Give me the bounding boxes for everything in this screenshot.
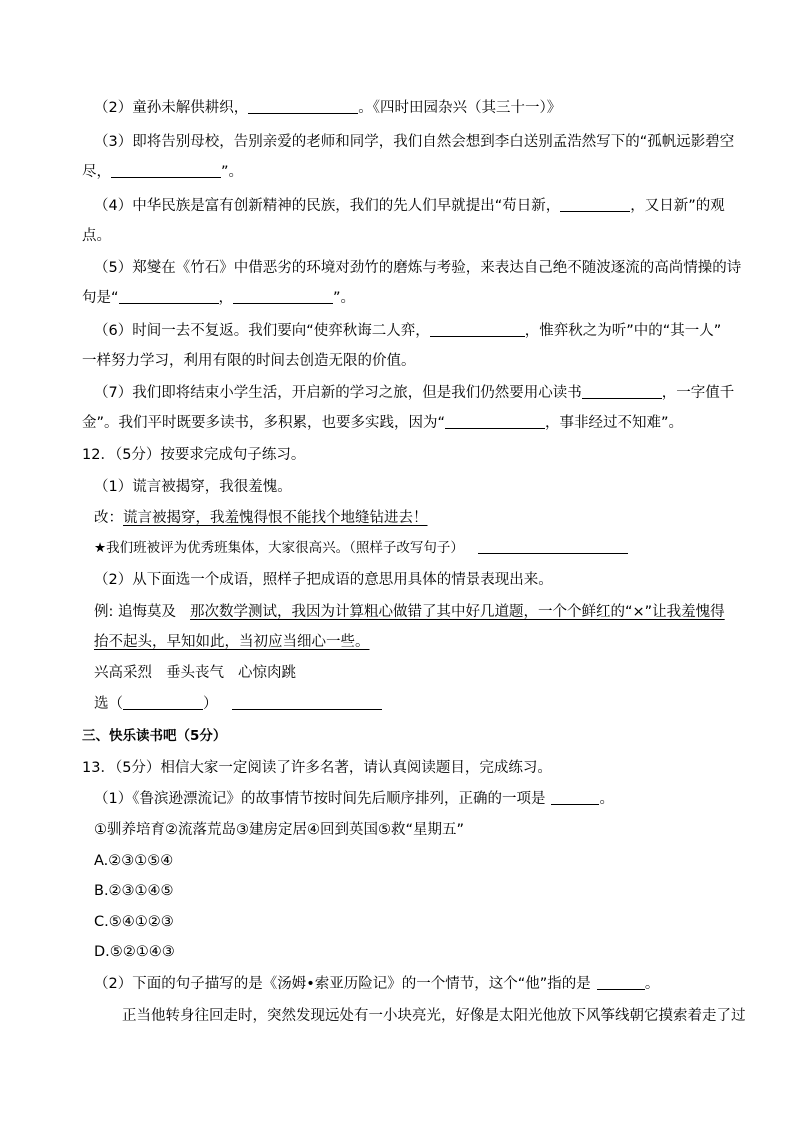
q11-item-2: （2）童孙未解供耕织， 。《四时田园杂兴（其三十一）》	[94, 100, 562, 116]
answer-blank[interactable]	[597, 974, 645, 990]
q13-option-c[interactable]: C.⑤④①②③	[94, 914, 174, 930]
q13-part-1: （1）《鲁滨逊漂流记》的故事情节按时间先后顺序排列，正确的一项是 。	[94, 791, 614, 807]
q11-item-7-line1: （7）我们即将结束小学生活，开启新的学习之旅，但是我们仍然要用心读书 ，一字值千	[94, 385, 735, 401]
q12-heading: 12．（5分）按要求完成句子练习。	[82, 447, 306, 463]
q12-idiom-example-line1: 例: 追悔莫及 那次数学测试，我因为计算粗心做错了其中好几道题，一个个鲜红的“×”让我羞愧得	[94, 604, 725, 620]
q11-item-5-line2: 句是“ ， ”。	[82, 290, 356, 306]
q11-item-7-line2: 金”。我们平时既要多读书，多积累，也要多实践，因为“ ，事非经过不知难”。	[82, 415, 684, 431]
answer-blank[interactable]	[119, 288, 219, 304]
q13-part-2: （2）下面的句子描写的是《汤姆•索亚历险记》的一个情节，这个“他”指的是 。	[94, 976, 660, 992]
q12-sentence-2: （2）从下面选一个成语，照样子把成语的意思用具体的情景表现出来。	[94, 572, 553, 588]
idiom-option: 垂头丧气	[166, 665, 224, 681]
section-3-heading: 三、快乐读书吧（5分）	[82, 728, 227, 744]
answer-blank[interactable]	[430, 321, 525, 337]
q12-sentence-1: （1）谎言被揭穿，我很羞愧。	[94, 479, 292, 495]
q13-option-a[interactable]: A.②③①⑤④	[94, 853, 174, 869]
answer-blank[interactable]	[478, 538, 628, 554]
answer-blank[interactable]	[445, 413, 545, 429]
q11-item-6-line1: （6）时间一去不复返。我们要向“使弈秋诲二人弈， ，惟弈秋之为听”中的“其一人”	[94, 323, 722, 339]
answer-blank[interactable]	[560, 196, 630, 212]
idiom-option: 兴高采烈	[94, 665, 152, 681]
q12-star-task: ★我们班被评为优秀班集体，大家很高兴。（照样子改写句子）	[94, 538, 734, 558]
q13-option-b[interactable]: B.②③①④⑤	[94, 883, 174, 899]
idiom-option: 心惊肉跳	[238, 665, 296, 681]
q12-idiom-list	[94, 663, 734, 683]
answer-blank[interactable]	[123, 694, 203, 710]
q11-item-3-line2: 尽， ”。	[82, 164, 244, 180]
q13-events: ①驯养培育②流落荒岛③建房定居④回到英国⑤救“星期五”	[94, 822, 465, 838]
q13-option-d[interactable]: D.⑤②①④③	[94, 944, 175, 960]
q11-item-4-line1: （4）中华民族是富有创新精神的民族，我们的先人们早就提出“苟日新， ，又日新”的观	[94, 198, 725, 214]
q12-rewrite-example: 改：谎言被揭穿，我羞愧得恨不能找个地缝钻进去！	[94, 510, 428, 526]
answer-blank[interactable]	[233, 288, 333, 304]
answer-blank[interactable]	[582, 383, 662, 399]
q11-item-6-line2: 一样努力学习，利用有限的时间去创造无限的价值。	[82, 353, 416, 369]
answer-blank[interactable]	[232, 694, 382, 710]
answer-blank[interactable]	[111, 162, 221, 178]
answer-blank[interactable]	[551, 789, 599, 805]
q11-item-4-line2: 点。	[82, 228, 111, 244]
q12-choose-line: 选（ ）	[94, 694, 734, 714]
q12-idiom-example-line2: 抬不起头，早知如此，当初应当细心一些。	[94, 634, 370, 650]
q11-item-5-line1: （5）郑燮在《竹石》中借恶劣的环境对劲竹的磨炼与考验，来表达自己绝不随波逐流的高尚情操的诗	[94, 260, 742, 276]
q11-item-3-line1: （3）即将告别母校，告别亲爱的老师和同学，我们自然会想到李白送别孟浩然写下的“孤帆远影碧空	[94, 134, 735, 150]
q13-heading: 13．（5分）相信大家一定阅读了许多名著，请认真阅读题目，完成练习。	[82, 760, 552, 776]
answer-blank[interactable]	[248, 98, 358, 114]
q13-passage: 正当他转身往回走时，突然发现远处有一小块亮光，好像是太阳光他放下风筝线朝它摸索着走了过	[122, 1008, 746, 1024]
